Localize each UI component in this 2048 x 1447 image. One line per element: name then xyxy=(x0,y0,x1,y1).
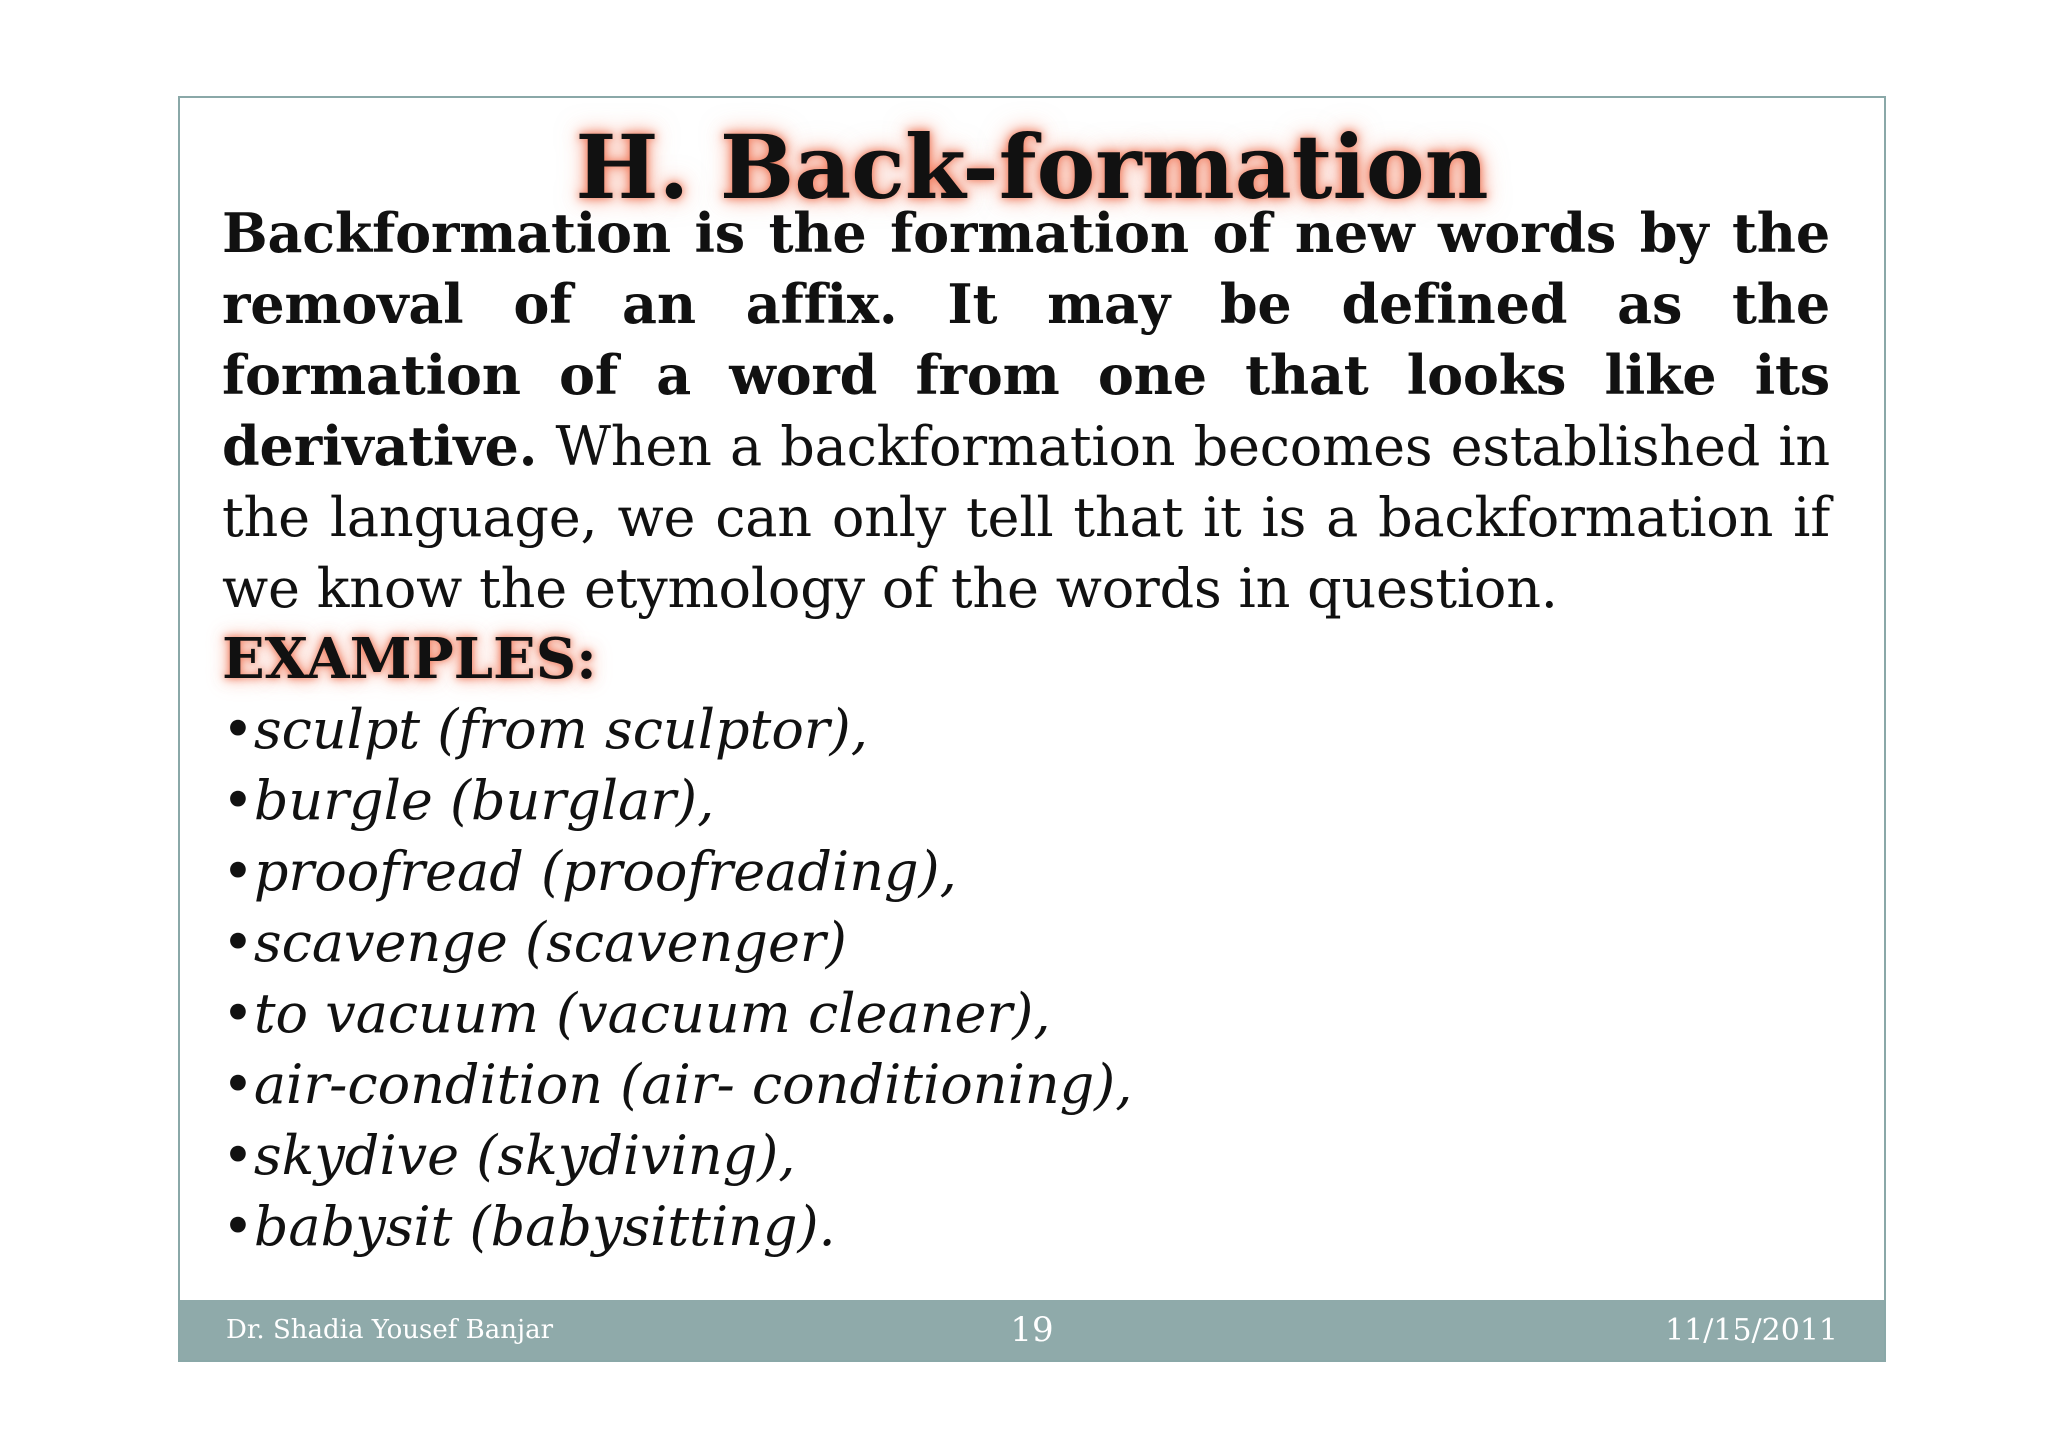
example-item: • burgle (burglar), xyxy=(222,765,1830,836)
slide xyxy=(178,96,1886,1362)
definition-paragraph xyxy=(222,198,1830,624)
examples-list xyxy=(222,694,1830,1262)
footer-author: Dr. Shadia Yousef Banjar xyxy=(226,1315,553,1345)
example-item: • to vacuum (vacuum cleaner), xyxy=(222,978,1830,1049)
page-number: 19 xyxy=(1010,1310,1054,1350)
example-item: • skydive (skydiving), xyxy=(222,1120,1830,1191)
example-item: • sculpt (from sculptor), xyxy=(222,694,1830,765)
slide-content xyxy=(222,198,1830,1262)
definition-regular-text: When a backformation becomes established in the language, we can only tell that it is a backformation if we know the etymology of the words in question. xyxy=(222,415,1830,620)
example-item: • proofread (proofreading), xyxy=(222,836,1830,907)
definition-bold-text: Backformation is the formation of new words by the removal of an affix. It may be defined as the formation of a word from one that looks like its derivative. xyxy=(222,201,1830,478)
footer-bar xyxy=(180,1300,1884,1360)
examples-heading: EXAMPLES: xyxy=(222,626,597,692)
example-item: • babysit (babysitting). xyxy=(222,1191,1830,1262)
example-item: • scavenge (scavenger) xyxy=(222,907,1830,978)
slide-title: H. Back-formation xyxy=(575,115,1489,219)
footer-date: 11/15/2011 xyxy=(1665,1313,1838,1348)
example-item: • air-condition (air- conditioning), xyxy=(222,1049,1830,1120)
